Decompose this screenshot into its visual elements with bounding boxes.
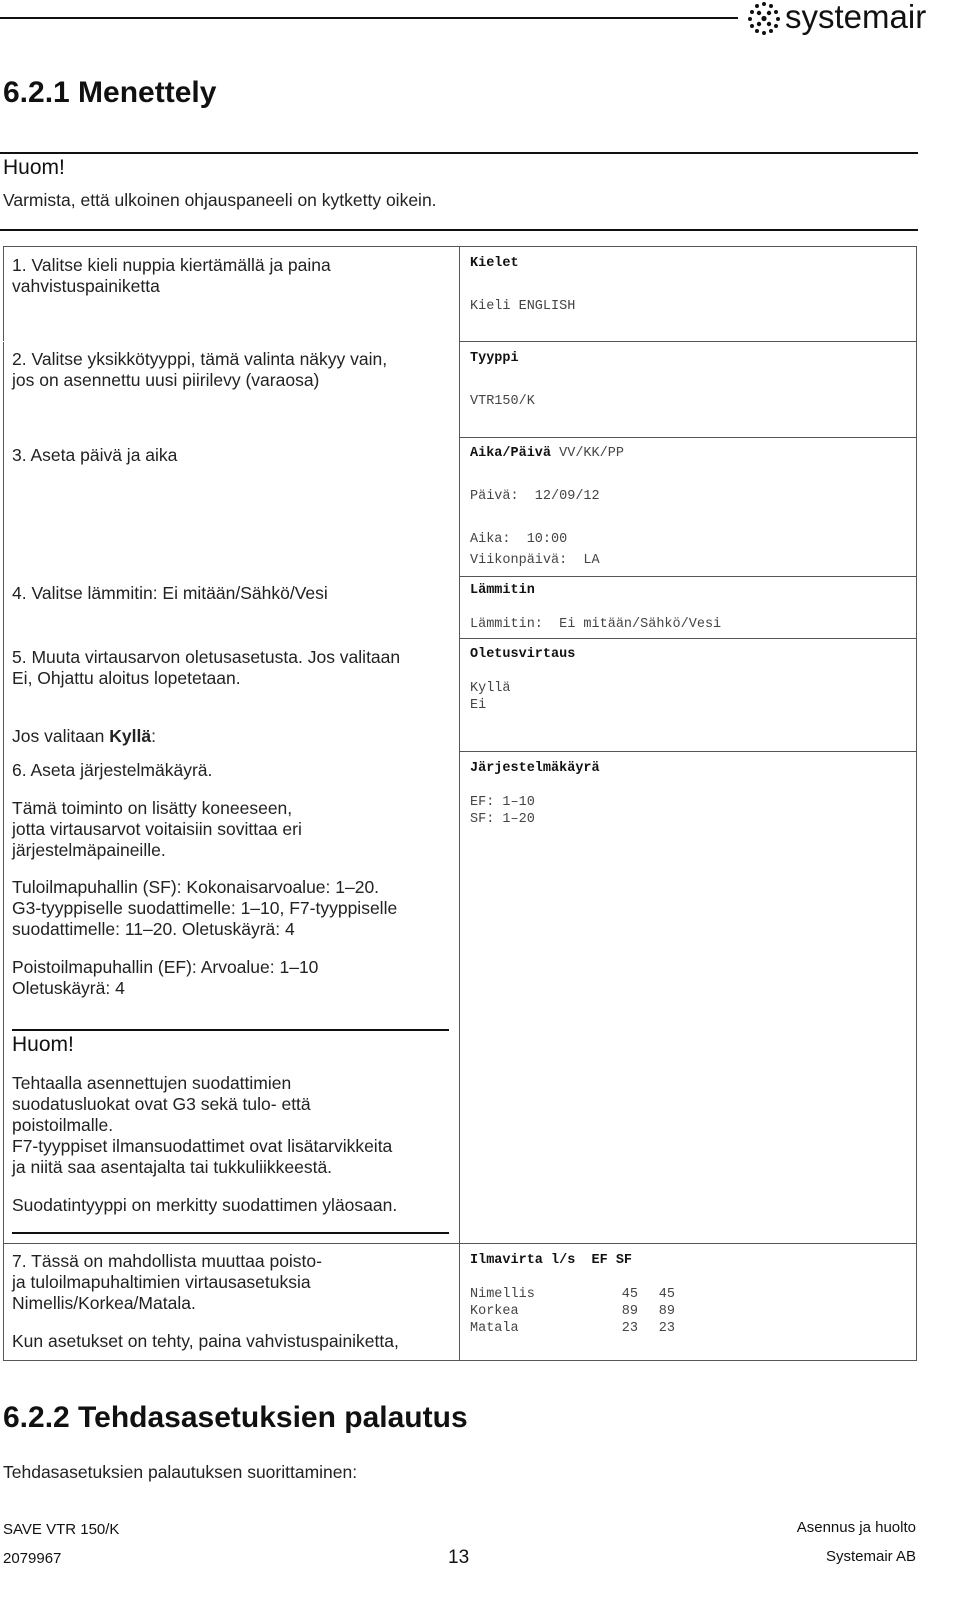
menu-title-lammitin: Lämmitin <box>470 583 535 598</box>
row-divider <box>3 1243 917 1244</box>
section2-title: 6.2.2 Tehdasasetuksien palautus <box>3 1401 468 1434</box>
note-text: Varmista, että ulkoinen ohjauspaneeli on kytketty oikein. <box>3 190 437 210</box>
step3-text: 3. Aseta päivä ja aika <box>12 445 178 465</box>
menu-line-tyyppi: VTR150/K <box>470 394 535 409</box>
column-divider <box>459 246 460 1361</box>
step6-desc-3: järjestelmäpaineille. <box>12 840 166 860</box>
section-title: 6.2.1 Menettely <box>3 76 217 109</box>
airflow-row-sf: 45 <box>658 1287 675 1302</box>
airflow-row-ef: 45 <box>621 1287 638 1302</box>
menu-title-aika-bold: Aika/Päivä <box>470 446 552 461</box>
step1-text: 1. Valitse kieli nuppia kiertämällä ja paina <box>12 255 331 275</box>
airflow-row-label: Korkea <box>470 1304 519 1319</box>
note2-title: Huom! <box>12 1033 74 1056</box>
airflow-row <box>470 1287 675 1302</box>
menu-line-lammitin: Lämmitin: Ei mitään/Sähkö/Vesi <box>470 617 722 632</box>
note-rule-top <box>0 152 918 154</box>
footer-model: SAVE VTR 150/K <box>3 1521 120 1538</box>
note-rule-bottom <box>0 229 918 231</box>
row-divider <box>459 341 917 342</box>
airflow-row-sf: 23 <box>658 1321 675 1336</box>
note-title: Huom! <box>3 156 65 179</box>
note2-line-6: Suodatintyyppi on merkitty suodattimen yläosaan. <box>12 1195 398 1215</box>
menu-line-paiva: Päivä: 12/09/12 <box>470 489 600 504</box>
brand-name: systemair <box>785 0 927 35</box>
step6-sf-3: suodattimelle: 11–20. Oletuskäyrä: 4 <box>12 919 295 939</box>
menu-line-viikonpaiva: Viikonpäivä: LA <box>470 553 600 568</box>
step5-text: 5. Muuta virtausarvon oletusasetusta. Jos valitaan <box>12 647 401 667</box>
step5-rest: , Ohjattu aloitus lopetetaan. <box>27 668 241 688</box>
menu-title-jarjestelmakayra: Järjestelmäkäyrä <box>470 761 600 776</box>
row-divider <box>3 341 459 342</box>
menu-line-sf: SF: 1–20 <box>470 812 535 827</box>
step6-ef-2: Oletuskäyrä: 4 <box>12 978 125 998</box>
step6-desc-1: Tämä toiminto on lisätty koneeseen, <box>12 798 293 818</box>
menu-title-kielet: Kielet <box>470 256 519 271</box>
step7-text-1: 7. Tässä on mahdollista muuttaa poisto- <box>12 1251 322 1271</box>
step6-text: 6. Aseta järjestelmäkäyrä. <box>12 760 213 780</box>
note2-line-3: poistoilmalle. <box>12 1115 114 1135</box>
menu-title-oletusvirtaus: Oletusvirtaus <box>470 647 576 662</box>
row-divider <box>459 638 917 639</box>
step5-if-prefix: Jos valitaan <box>12 726 110 746</box>
menu-line-kieli: Kieli ENGLISH <box>470 299 576 314</box>
menu-title-tyyppi: Tyyppi <box>470 351 519 366</box>
header-rule <box>0 17 738 19</box>
note2-line-1: Tehtaalla asennettujen suodattimien <box>12 1073 292 1093</box>
airflow-row-label: Nimellis <box>470 1287 535 1302</box>
step5-if <box>12 726 156 747</box>
step4-text: 4. Valitse lämmitin: Ei mitään/Sähkö/Vesi <box>12 583 328 603</box>
step6-sf-2: G3-tyyppiselle suodattimelle: 1–10, F7-tyyppiselle <box>12 898 398 918</box>
airflow-row-ef: 23 <box>621 1321 638 1336</box>
airflow-row-ef: 89 <box>621 1304 638 1319</box>
systemair-logo-icon <box>746 0 782 36</box>
menu-opt-ei: Ei <box>470 698 487 713</box>
row-divider <box>459 751 917 752</box>
menu-title-ilmavirta: Ilmavirta l/s EF SF <box>470 1253 633 1268</box>
row-divider <box>459 437 917 438</box>
note2-line-4: F7-tyyppiset ilmansuodattimet ovat lisätarvikkeita <box>12 1136 393 1156</box>
step7-text-3: Nimellis/Korkea/Matala. <box>12 1293 196 1313</box>
menu-line-aika: Aika: 10:00 <box>470 532 568 547</box>
note2-rule-top <box>12 1029 449 1031</box>
step2-text-2: jos on asennettu uusi piirilevy (varaosa) <box>12 370 320 390</box>
step5-if-bold: Kyllä <box>109 726 152 746</box>
step5-bold: Ei <box>12 668 28 688</box>
note2-rule-bottom <box>12 1232 449 1234</box>
airflow-row <box>470 1321 675 1336</box>
note2-line-2: suodatusluokat ovat G3 sekä tulo- että <box>12 1094 311 1114</box>
step6-desc-2: jotta virtausarvot voitaisiin sovittaa eri <box>12 819 302 839</box>
menu-opt-kylla: Kyllä <box>470 681 511 696</box>
footer-company: Systemair AB <box>825 1548 916 1565</box>
airflow-row-label: Matala <box>470 1321 519 1336</box>
step6-ef-1: Poistoilmapuhallin (EF): Arvoalue: 1–10 <box>12 957 319 977</box>
footer-page-number: 13 <box>448 1547 470 1568</box>
step7-text-4: Kun asetukset on tehty, paina vahvistuspainiketta, <box>12 1331 399 1351</box>
step5-text-2 <box>12 668 241 689</box>
airflow-row-sf: 89 <box>658 1304 675 1319</box>
footer-section: Asennus ja huolto <box>796 1519 916 1536</box>
note2-line-5: ja niitä saa asentajalta tai tukkuliikkeestä. <box>12 1157 333 1177</box>
section2-text: Tehdasasetuksien palautuksen suorittaminen: <box>3 1462 358 1482</box>
row-divider <box>459 576 917 577</box>
step2-text: 2. Valitse yksikkötyyppi, tämä valinta näkyy vain, <box>12 349 388 369</box>
airflow-row <box>470 1304 675 1319</box>
step5-if-suffix: : <box>151 726 156 746</box>
menu-line-ef: EF: 1–10 <box>470 795 535 810</box>
step7-text-2: ja tuloilmapuhaltimien virtausasetuksia <box>12 1272 311 1292</box>
step1-text-2: vahvistuspainiketta <box>12 276 160 296</box>
menu-title-aika <box>470 446 624 461</box>
footer-doc-no: 2079967 <box>3 1550 62 1567</box>
menu-format: VV/KK/PP <box>551 446 624 461</box>
step6-sf-1: Tuloilmapuhallin (SF): Kokonaisarvoalue: 1–20. <box>12 877 380 897</box>
